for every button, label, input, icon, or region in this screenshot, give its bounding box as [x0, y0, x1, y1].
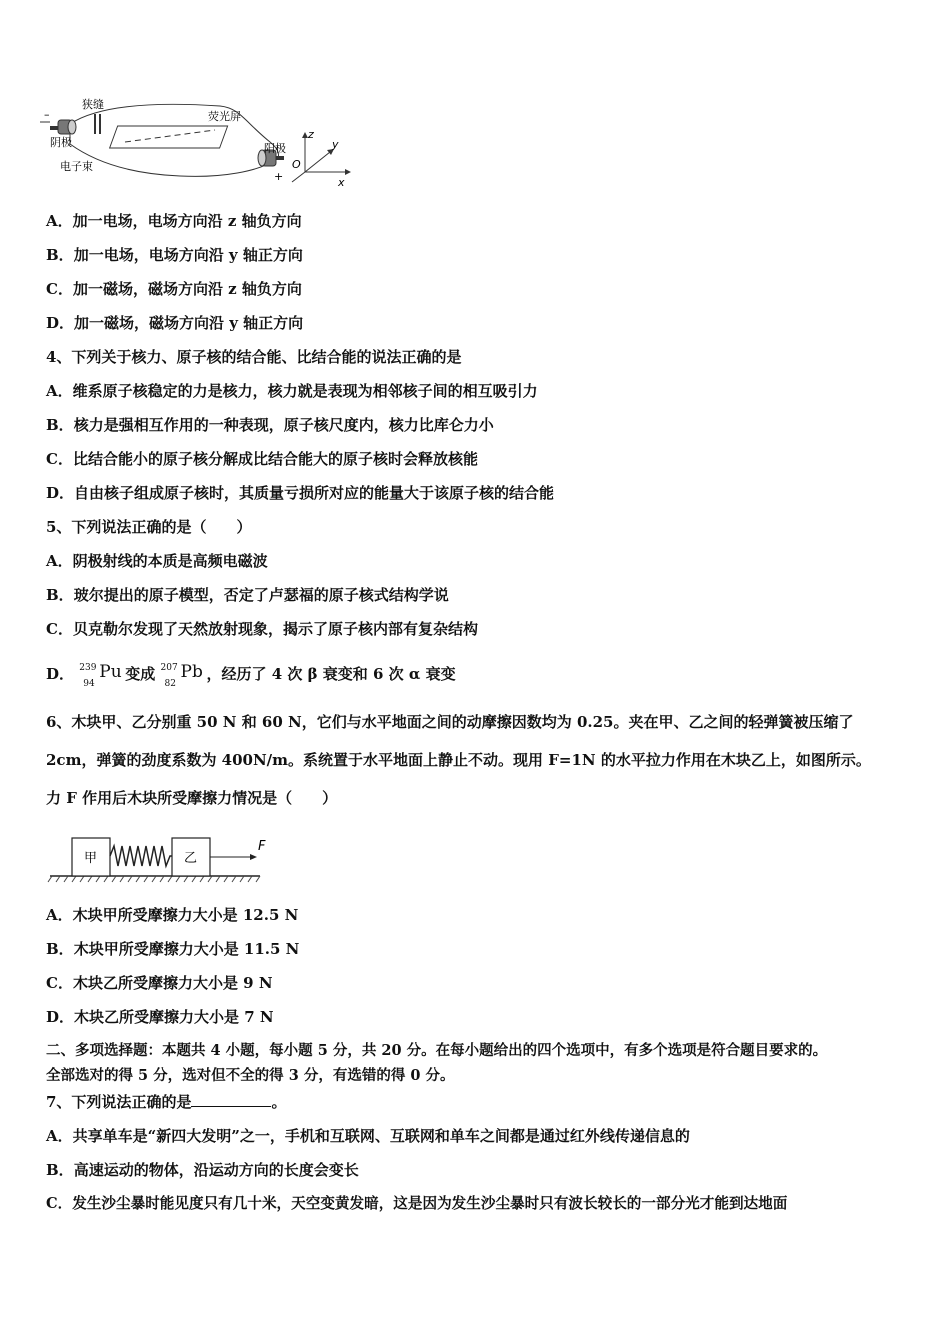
option-letter: D． — [46, 665, 75, 683]
option-letter: B． — [46, 586, 74, 604]
block-yi-label: 乙 — [184, 851, 198, 866]
option-text: 加一电场，电场方向沿 y 轴正方向 — [73, 246, 303, 264]
q4-option-d[interactable] — [46, 483, 554, 503]
q6-option-d[interactable] — [46, 1007, 274, 1027]
option-text: 木块乙所受摩擦力大小是 9 N — [72, 974, 273, 992]
cathode-label: 阴极 — [50, 136, 72, 149]
option-text: 木块乙所受摩擦力大小是 7 N — [74, 1008, 274, 1026]
option-letter: B． — [46, 246, 74, 264]
option-text: 比结合能小的原子核分解成比结合能大的原子核时会释放核能 — [72, 450, 478, 468]
q3-option-a[interactable] — [46, 211, 302, 231]
option-text: 加一磁场，磁场方向沿 y 轴正方向 — [74, 314, 304, 332]
q4-option-b[interactable] — [46, 415, 494, 435]
force-label: F — [258, 839, 266, 854]
mass-number: 239 — [79, 663, 97, 673]
option-letter: B． — [46, 940, 74, 958]
q6-stem-line-2: 2cm，弹簧的劲度系数为 400N/m。系统置于水平地面上静止不动。现用 F=1N 的水平拉力作用在木块乙上，如图所示。 — [46, 751, 871, 769]
q7-stem-end: 。 — [271, 1093, 287, 1111]
q4-option-c[interactable] — [46, 449, 478, 469]
section2-instructions-line-1: 二、多项选择题：本题共 4 小题，每小题 5 分，共 20 分。在每小题给出的四个选项中，有多个选项是符合题目要求的。 — [46, 1042, 828, 1059]
option-text: 高速运动的物体，沿运动方向的长度会变长 — [73, 1161, 359, 1179]
q6-option-a[interactable] — [46, 905, 298, 925]
option-letter: A． — [46, 552, 73, 570]
option-letter: C． — [46, 280, 73, 298]
option-letter: D． — [46, 1008, 75, 1026]
option-text: 自由核子组成原子核时，其质量亏损所对应的能量大于该原子核的结合能 — [74, 484, 555, 502]
q4-option-a[interactable] — [46, 381, 538, 401]
isotope-pb — [161, 660, 207, 690]
axis-y-label: y — [332, 138, 339, 151]
cathode-ray-tube-figure — [40, 92, 360, 192]
isotope-pu — [79, 660, 125, 690]
atomic-number: 94 — [83, 679, 95, 689]
option-text: 变成 — [125, 665, 156, 683]
option-text: 加一磁场，磁场方向沿 z 轴负方向 — [72, 280, 302, 298]
option-letter: A． — [46, 382, 73, 400]
axis-z-label: z — [308, 128, 314, 141]
option-text: 木块甲所受摩擦力大小是 11.5 N — [73, 940, 300, 958]
blocks-spring-figure — [46, 826, 286, 886]
section2-instructions-line-2: 全部选对的得 5 分，选对但不全的得 3 分，有选错的得 0 分。 — [46, 1067, 455, 1084]
option-letter: C． — [46, 1195, 73, 1212]
anode-label: 阳极 — [264, 142, 286, 155]
q5-option-b[interactable] — [46, 585, 449, 605]
q7-option-b[interactable] — [46, 1160, 359, 1180]
option-text: 发生沙尘暴时能见度只有几十米，天空变黄发暗，这是因为发生沙尘暴时只有波长较长的一部分光才能到达地面 — [72, 1195, 788, 1212]
screen-label: 荧光屏 — [208, 110, 241, 123]
plus-label: + — [274, 170, 284, 183]
q5-option-c[interactable] — [46, 619, 478, 639]
option-text: 木块甲所受摩擦力大小是 12.5 N — [72, 906, 299, 924]
option-text: 加一电场，电场方向沿 z 轴负方向 — [72, 212, 302, 230]
q6-stem-line-1: 6、木块甲、乙分别重 50 N 和 60 N，它们与水平地面之间的动摩擦因数均为 0.25。夹在甲、乙之间的轻弹簧被压缩了 — [46, 713, 854, 731]
q7-option-c[interactable] — [46, 1194, 787, 1214]
beam-label: 电子束 — [60, 160, 93, 173]
option-letter: A． — [46, 1127, 73, 1145]
option-letter: A． — [46, 212, 73, 230]
q6-stem-line-3: 力 F 作用后木块所受摩擦力情况是（ ） — [46, 789, 338, 807]
q7-option-a[interactable] — [46, 1126, 690, 1146]
block-jia-label: 甲 — [84, 851, 98, 866]
q3-option-b[interactable] — [46, 245, 303, 265]
option-text: ，经历了 4 次 β 衰变和 6 次 α 衰变 — [206, 665, 456, 683]
q5-option-a[interactable] — [46, 551, 268, 571]
option-text: 阴极射线的本质是高频电磁波 — [72, 552, 268, 570]
q7-stem-text: 7、下列说法正确的是 — [46, 1093, 192, 1111]
option-text: 共享单车是“新四大发明”之一，手机和互联网、互联网和单车之间都是通过红外线传递信息的 — [72, 1127, 690, 1145]
q5-option-d[interactable] — [46, 660, 456, 690]
q5-stem: 5、下列说法正确的是（ ） — [46, 518, 252, 536]
option-letter: C． — [46, 974, 73, 992]
option-text: 贝克勒尔发现了天然放射现象，揭示了原子核内部有复杂结构 — [72, 620, 478, 638]
option-text: 维系原子核稳定的力是核力，核力就是表现为相邻核子间的相互吸引力 — [72, 382, 538, 400]
option-letter: C． — [46, 450, 73, 468]
axis-x-label: x — [338, 176, 345, 189]
atomic-number: 82 — [164, 679, 176, 689]
q6-option-c[interactable] — [46, 973, 273, 993]
q3-option-c[interactable] — [46, 279, 302, 299]
option-text: 核力是强相互作用的一种表现，原子核尺度内，核力比库仑力小 — [73, 416, 494, 434]
option-letter: D． — [46, 314, 75, 332]
mass-number: 207 — [160, 663, 178, 673]
option-letter: D． — [46, 484, 75, 502]
answer-blank[interactable] — [191, 1092, 271, 1107]
option-letter: A． — [46, 906, 73, 924]
q7-stem — [46, 1092, 286, 1112]
element-symbol: Pb — [180, 662, 203, 682]
option-letter: C． — [46, 620, 73, 638]
element-symbol: Pu — [99, 662, 122, 682]
option-letter: B． — [46, 416, 74, 434]
q6-option-b[interactable] — [46, 939, 299, 959]
minus-label: – — [44, 108, 50, 121]
option-text: 玻尔提出的原子模型，否定了卢瑟福的原子核式结构学说 — [73, 586, 449, 604]
q3-option-d[interactable] — [46, 313, 303, 333]
option-letter: B． — [46, 1161, 74, 1179]
slit-label: 狭缝 — [82, 98, 104, 111]
origin-label: O — [292, 158, 301, 171]
q4-stem: 4、下列关于核力、原子核的结合能、比结合能的说法正确的是 — [46, 348, 462, 366]
